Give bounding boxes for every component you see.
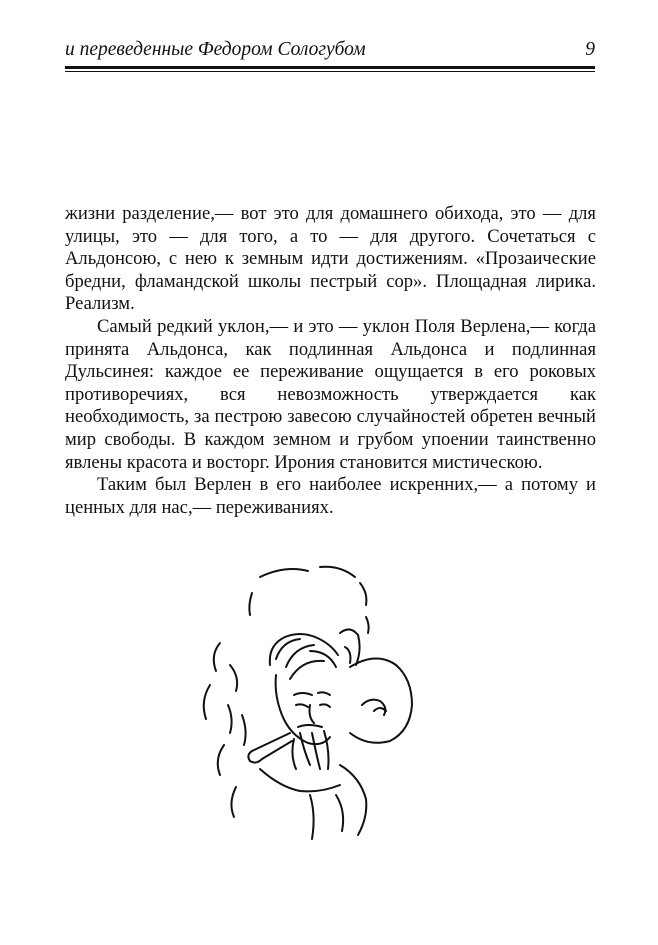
- header-rule-thick: [65, 66, 595, 69]
- running-title: и переведенные Федором Сологубом: [65, 39, 366, 60]
- header-rule-thin: [65, 71, 595, 72]
- paragraph-2: Самый редкий уклон,— и это — уклон Поля Верлена,— когда принята Альдонса, как подлинная Альдонса и подлинная Дульсинея: каждое ее переживание ощущается в его роковых противоречиях, вся невозможность утверждается как необходимость, за пестрою завесою случайностей обретен вечный мир свободы. В каждом земном и грубом упоении таинственно явлены красота и восторг. Ирония становится мистическою.: [65, 315, 596, 473]
- page-number: 9: [585, 39, 595, 60]
- verlaine-sketch-icon: [190, 555, 440, 875]
- sketch-svg: [190, 555, 440, 875]
- running-header: [65, 38, 595, 64]
- paragraph-3: Таким был Верлен в его наиболее искренних,— а потому и ценных для нас,— переживаниях.: [65, 474, 596, 518]
- body-text: [65, 203, 596, 519]
- paragraph-1: жизни разделение,— вот это для домашнего обихода, это — для улицы, это — для того, а то — для другого. Сочетаться с Альдонсою, с нею к земным идти достижениям. «Прозаические бредни, фламандской школы пестрый сор». Площадная лирика. Реализм.: [65, 203, 596, 315]
